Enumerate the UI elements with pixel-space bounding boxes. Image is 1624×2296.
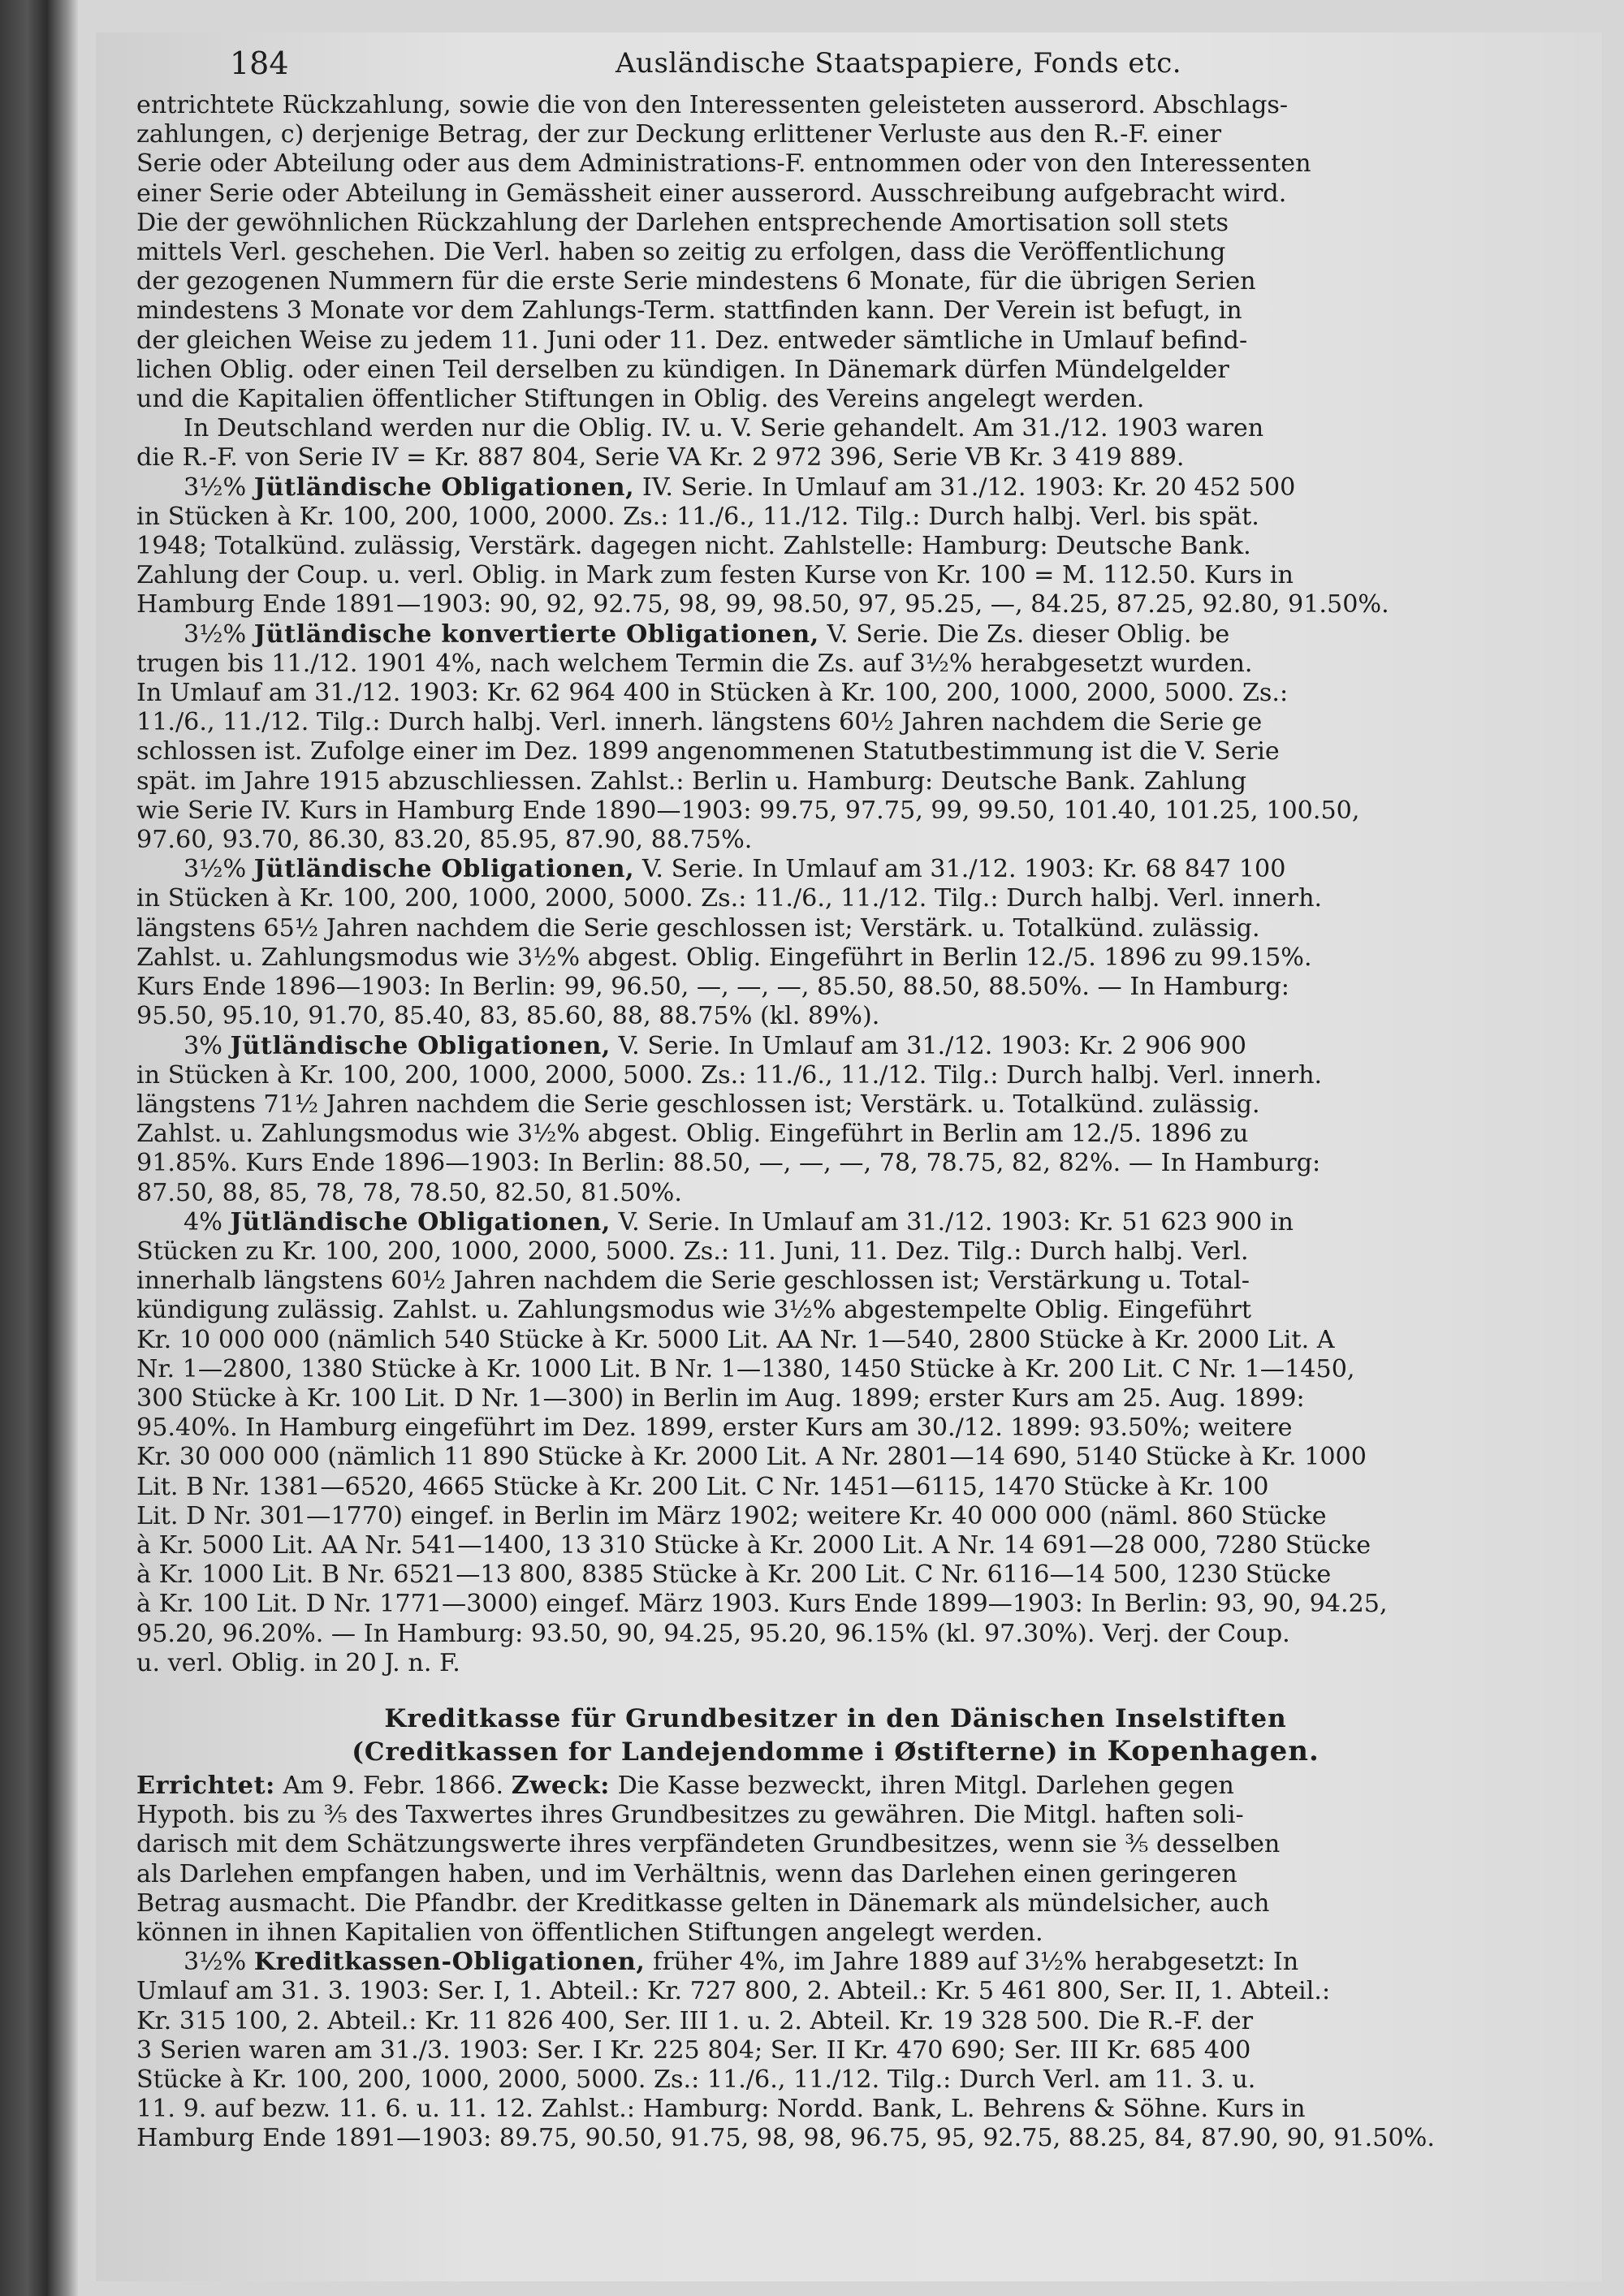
interest-rate: 3½% [184,619,254,649]
text-line: zahlungen, c) derjenige Betrag, der zur Deckung erlittener Verluste aus den R.-F. einer [136,120,1222,149]
text-line: mittels Verl. geschehen. Die Verl. haben so zeitig zu erfolgen, dass die Veröffentlichung [136,238,1226,267]
section-subtitle-text: (Creditkassen for Landejendomme i Østifterne) in [352,1737,1108,1767]
text-line: Kurs Ende 1896—1903: In Berlin: 99, 96.50, —, —, —, 85.50, 88.50, 88.50%. — In Hamburg: [136,973,1289,1002]
text-line: Betrag ausmacht. Die Pfandbr. der Kreditkasse gelten in Dänemark als mündelsicher, auch [136,1888,1270,1918]
text-line: 87.50, 88, 85, 78, 78, 78.50, 82.50, 81.50%. [136,1178,682,1207]
interest-rate: 4% [184,1207,231,1236]
text-line: längstens 71½ Jahren nachdem die Serie geschlossen ist; Verstärk. u. Totalkünd. zulässig. [136,1090,1260,1119]
text-line: Stücken zu Kr. 100, 200, 1000, 2000, 5000. Zs.: 11. Juni, 11. Dez. Tilg.: Durch halbj. Verl. [136,1236,1249,1266]
interest-rate: 3½% [184,473,254,502]
text-line: Nr. 1—2800, 1380 Stücke à Kr. 1000 Lit. B Nr. 1—1380, 1450 Stücke à Kr. 200 Lit. C Nr. 1—1450, [136,1354,1355,1383]
text-line: 95.40%. In Hamburg eingeführt im Dez. 1899, erster Kurs am 30./12. 1899: 93.50%; weitere [136,1413,1293,1443]
running-head: Ausländische Staatspapiere, Fonds etc. [615,47,1182,80]
interest-rate: 3½% [184,855,254,884]
entry-text: V. Serie. In Umlauf am 31./12. 1903: Kr. 51 623 900 in [611,1207,1294,1236]
text-line: 300 Stücke à Kr. 100 Lit. D Nr. 1—300) in Berlin im Aug. 1899; erster Kurs am 25. Aug. 1899: [136,1383,1305,1413]
text-line: schlossen ist. Zufolge einer im Dez. 1899 angenommenen Statutbestimmung ist die V. Serie [136,737,1280,766]
bond-name: Jütländische Obligationen, [253,855,635,884]
text-line: der gezogenen Nummern für die erste Serie mindestens 6 Monate, für die übrigen Serien [136,267,1256,296]
text-line: lichen Oblig. oder einen Teil derselben zu kündigen. In Dänemark dürfen Mündelgelder [136,355,1229,384]
entry-first-line [136,1032,1535,1061]
section-title-line-1: Kreditkasse für Grundbesitzer in den Dänischen Inselstiften [384,1703,1287,1733]
section-city: Kopenhagen. [1107,1734,1320,1767]
interest-rate: 3% [184,1031,231,1060]
text-line: à Kr. 5000 Lit. AA Nr. 541—1400, 13 310 Stücke à Kr. 2000 Lit. A Nr. 14 691—28 000, 7280 Stücke [136,1530,1371,1560]
entry-jutland-v-series-3 [136,1032,1535,1208]
text-line: In Umlauf am 31./12. 1903: Kr. 62 964 400 in Stücken à Kr. 100, 200, 1000, 2000, 5000. Zs.: [136,679,1289,708]
text-line: 91.85%. Kurs Ende 1896—1903: In Berlin: 88.50, —, —, —, 78, 78.75, 82, 82%. — In Hamburg: [136,1149,1321,1178]
text-line: in Stücken à Kr. 100, 200, 1000, 2000, 5000. Zs.: 11./6., 11./12. Tilg.: Durch halbj. Verl. innerh. [136,884,1323,913]
text-line: Die der gewöhnlichen Rückzahlung der Darlehen entsprechende Amortisation soll stets [136,208,1229,237]
text-line: Zahlst. u. Zahlungsmodus wie 3½% abgest. Oblig. Eingeführt in Berlin am 12./5. 1896 zu [136,1120,1249,1149]
entry-text: V. Serie. In Umlauf am 31./12. 1903: Kr. 2 906 900 [611,1031,1247,1060]
entry-first-line [136,1948,1535,1977]
text-line: Kr. 315 100, 2. Abteil.: Kr. 11 826 400, Ser. III 1. u. 2. Abteil. Kr. 19 328 500. Die R.-F. der [136,2006,1254,2035]
purpose-text: Die Kasse bezweckt, ihren Mitgl. Darlehen gegen [609,1771,1234,1800]
entry-first-line [136,855,1535,884]
bond-name: Jütländische Obligationen, [230,1031,611,1060]
text-line: einer Serie oder Abteilung in Gemässheit einer ausserord. Ausschreibung aufgebracht wird. [136,179,1287,208]
entry-text: V. Serie. In Umlauf am 31./12. 1903: Kr. 68 847 100 [634,855,1286,884]
text-line: 11./6., 11./12. Tilg.: Durch halbj. Verl. innerh. längstens 60½ Jahren nachdem die Serie ge [136,708,1263,737]
bond-name: Jütländische Obligationen, [230,1207,611,1236]
text-line: Kr. 10 000 000 (nämlich 540 Stücke à Kr. 5000 Lit. AA Nr. 1—540, 2800 Stücke à Kr. 2000 Lit. A [136,1325,1335,1354]
entry-text: früher 4%, im Jahre 1889 auf 3½% herabgesetzt: In [645,1948,1299,1977]
purpose-label: Zweck: [511,1771,610,1800]
established-label: Errichtet: [136,1771,275,1800]
text-line: wie Serie IV. Kurs in Hamburg Ende 1890—1903: 99.75, 97.75, 99, 99.50, 101.40, 101.25, 100.50, [136,796,1360,825]
text-line: in Stücken à Kr. 100, 200, 1000, 2000. Zs.: 11./6., 11./12. Tilg.: Durch halbj. Verl. bis spät. [136,502,1259,531]
page-number: 184 [230,45,289,81]
text-line: können in ihnen Kapitalien von öffentlichen Stiftungen angelegt werden. [136,1918,1043,1947]
entry-first-line [136,620,1535,650]
text-line: Hypoth. bis zu ⅗ des Taxwertes ihres Grundbesitzes zu gewähren. Die Mitgl. haften soli- [136,1801,1244,1830]
section-title-line-2 [136,1735,1535,1768]
text-line: mindestens 3 Monate vor dem Zahlungs-Term. stattfinden kann. Der Verein ist befugt, in [136,296,1242,326]
text-line: Lit. B Nr. 1381—6520, 4665 Stücke à Kr. 200 Lit. C Nr. 1451—6115, 1470 Stücke à Kr. 100 [136,1472,1269,1501]
text-line: kündigung zulässig. Zahlst. u. Zahlungsmodus wie 3½% abgestempelte Oblig. Eingeführt [136,1296,1251,1325]
paragraph-germany-trading [136,414,1535,473]
text-line: trugen bis 11./12. 1901 4%, nach welchem Termin die Zs. auf 3½% herabgesetzt wurden. [136,649,1253,678]
text-line: Stücke à Kr. 100, 200, 1000, 2000, 5000. Zs.: 11./6., 11./12. Tilg.: Durch Verl. am 11. 3. u. [136,2065,1256,2094]
bond-name: Jütländische Obligationen, [253,473,635,502]
text-line: der gleichen Weise zu jedem 11. Juni oder 11. Dez. entweder sämtliche in Umlauf befind- [136,326,1248,355]
text-line: 11. 9. auf bezw. 11. 6. u. 11. 12. Zahlst.: Hamburg: Nordd. Bank, L. Behrens & Söhne. Kurs in [136,2095,1306,2124]
text-line: Hamburg Ende 1891—1903: 90, 92, 92.75, 98, 99, 98.50, 97, 95.25, —, 84.25, 87.25, 92.80, 91.50%. [136,590,1389,619]
text-line: Lit. D Nr. 301—1770) eingef. in Berlin im März 1902; weitere Kr. 40 000 000 (näml. 860 Stücke [136,1501,1327,1530]
text-line: 1948; Totalkünd. zulässig, Verstärk. dagegen nicht. Zahlstelle: Hamburg: Deutsche Bank. [136,532,1251,561]
text-line: Serie oder Abteilung oder aus dem Administrations-F. entnommen oder von den Interessenten [136,149,1311,179]
text-line: Kr. 30 000 000 (nämlich 11 890 Stücke à Kr. 2000 Lit. A Nr. 2801—14 690, 5140 Stücke à Kr. 1000 [136,1443,1367,1472]
entry-kreditkassen-obligationen [136,1948,1535,2153]
text-line: längstens 65½ Jahren nachdem die Serie geschlossen ist; Verstärk. u. Totalkünd. zulässig. [136,913,1260,943]
interest-rate: 3½% [184,1948,254,1977]
paragraph-kreditkasse [136,1772,1535,1948]
text-line: und die Kapitalien öffentlicher Stiftungen in Oblig. des Vereins angelegt werden. [136,385,1145,414]
text-line: Umlauf am 31. 3. 1903: Ser. I, 1. Abteil.: Kr. 727 800, 2. Abteil.: Kr. 5 461 800, Ser. II, 1. Abteil.: [136,1977,1331,2006]
entry-jutland-v-series-3-5 [136,855,1535,1031]
text-line: Zahlung der Coup. u. verl. Oblig. in Mark zum festen Kurse von Kr. 100 = M. 112.50. Kurs in [136,561,1294,590]
text-line: 97.60, 93.70, 86.30, 83.20, 85.95, 87.90, 88.75%. [136,826,753,855]
section-title [136,1703,1535,1768]
established-date: Am 9. Febr. 1866. [274,1771,512,1800]
book-spine-shadow [0,0,78,2296]
entry-first-line [136,1772,1535,1801]
text-line: à Kr. 100 Lit. D Nr. 1771—3000) eingef. März 1903. Kurs Ende 1899—1903: In Berlin: 93, 90, 94.25, [136,1590,1388,1619]
text-line: u. verl. Oblig. in 20 J. n. F. [136,1648,460,1677]
page-header [136,41,1535,83]
entry-text: V. Serie. Die Zs. dieser Oblig. be [818,619,1230,649]
entry-text: IV. Serie. In Umlauf am 31./12. 1903: Kr. 20 452 500 [634,473,1296,502]
text-line: in Stücken à Kr. 100, 200, 1000, 2000, 5000. Zs.: 11./6., 11./12. Tilg.: Durch halbj. Verl. innerh. [136,1060,1323,1090]
text-line: innerhalb längstens 60½ Jahren nachdem die Serie geschlossen ist; Verstärkung u. Total- [136,1267,1250,1296]
text-line: à Kr. 1000 Lit. B Nr. 6521—13 800, 8385 Stücke à Kr. 200 Lit. C Nr. 6116—14 500, 1230 Stücke [136,1560,1332,1590]
text-line: Zahlst. u. Zahlungsmodus wie 3½% abgest. Oblig. Eingeführt in Berlin 12./5. 1896 zu 99.15%. [136,943,1312,972]
bond-name: Jütländische konvertierte Obligationen, [253,619,819,649]
paragraph-amortisation [136,91,1535,414]
text-line: 3 Serien waren am 31./3. 1903: Ser. I Kr. 225 804; Ser. II Kr. 470 690; Ser. III Kr. 685 400 [136,2035,1251,2065]
text-line: entrichtete Rückzahlung, sowie die von den Interessenten geleisteten ausserord. Abschlags- [136,91,1289,119]
text-line: spät. im Jahre 1915 abzuschliessen. Zahlst.: Berlin u. Hamburg: Deutsche Bank. Zahlung [136,766,1247,796]
entry-first-line [136,473,1535,503]
entry-jutland-converted-v-series [136,620,1535,856]
entry-first-line [136,1208,1535,1237]
text-line: darisch mit dem Schätzungswerte ihres verpfändeten Grundbesitzes, wenn sie ⅗ desselben [136,1830,1281,1859]
text-line: die R.-F. von Serie IV = Kr. 887 804, Serie VA Kr. 2 972 396, Serie VB Kr. 3 419 889. [136,443,1185,473]
entry-jutland-v-series-4 [136,1208,1535,1678]
text-line: Hamburg Ende 1891—1903: 89.75, 90.50, 91.75, 98, 98, 96.75, 95, 92.75, 88.25, 84, 87.90, 90, 91.50%. [136,2124,1435,2153]
text-line: als Darlehen empfangen haben, und im Verhältnis, wenn das Darlehen einen geringeren [136,1859,1237,1888]
text-line: 95.20, 96.20%. — In Hamburg: 93.50, 90, 94.25, 95.20, 96.15% (kl. 97.30%). Verj. der Coup. [136,1619,1290,1648]
text-line: 95.50, 95.10, 91.70, 85.40, 83, 85.60, 88, 88.75% (kl. 89%). [136,1002,880,1031]
bond-name: Kreditkassen-Obligationen, [253,1948,646,1977]
text-line: In Deutschland werden nur die Oblig. IV. u. V. Serie gehandelt. Am 31./12. 1903 waren [184,414,1264,443]
entry-jutland-iv-series [136,473,1535,620]
document-body [136,41,1535,2154]
